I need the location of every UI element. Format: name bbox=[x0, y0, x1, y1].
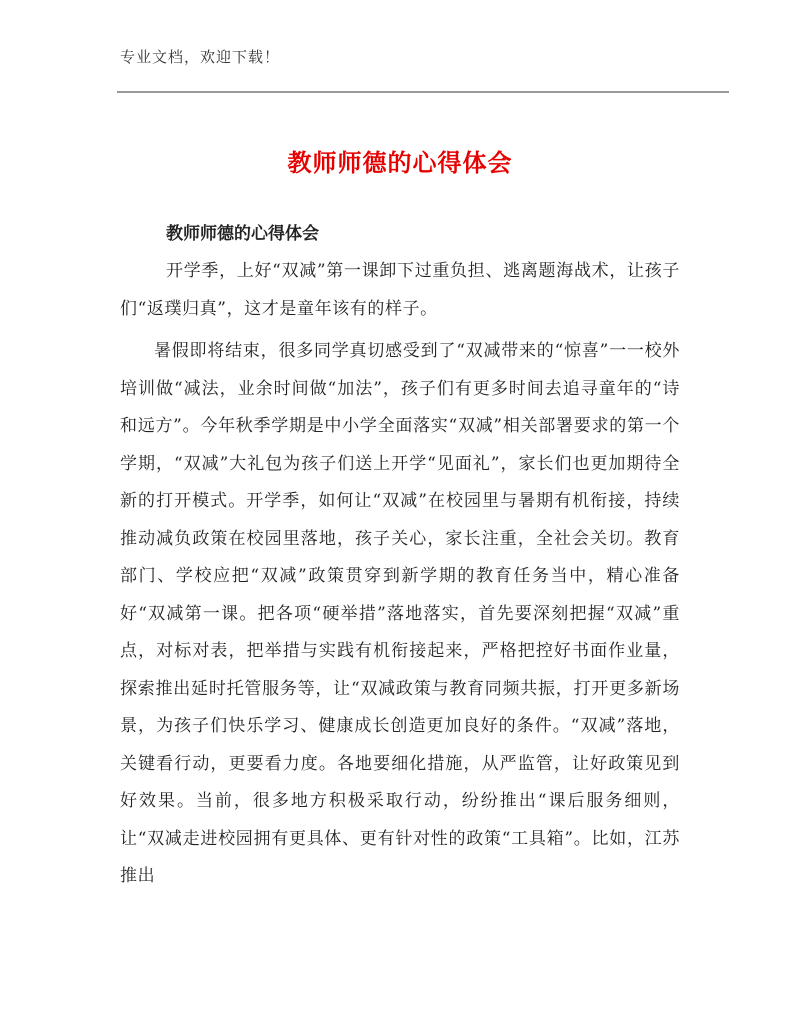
document-title: 教师师德的心得体会 bbox=[287, 149, 513, 177]
paragraph-1: 开学季，上好“双减”第一课卸下过重负担、逃离题海战术，让孩子们“返璞归真”，这才是童年该有的样子。 bbox=[120, 261, 680, 319]
paragraph-2: 暑假即将结束，很多同学真切感受到了“双减带来的“惊喜”一一校外培训做“减法，业余时间做“加法”，孩子们有更多时间去追寻童年的“诗和远方”。今年秋季学期是中小学全面落实“双减”相关部署要求的第一个学期，“双减”大礼包为孩子们送上开学“见面礼”，家长们也更加期待全新的打开模式。开学季，如何让“双减”在校园里与暑期有机衔接，持续推动减负政策在校园里落地，孩子关心，家长注重，全社会关切。教育部门、学校应把“双减”政策贯穿到新学期的教育任务当中，精心准备好“双减第一课。把各项“硬举措”落地落实，首先要深刻把握“双减”重点，对标对表，把举措与实践有机衔接起来，严格把控好书面作业量，探索推出延时托管服务等，让“双减政策与教育同频共振，打开更多新场景，为孩子们快乐学习、健康成长创造更加良好的条件。“双减”落地，关键看行动，更要看力度。各地要细化措施，从严监管，让好政策见到好效果。当前，很多地方积极采取行动，纷纷推出“课后服务细则，让“双减走进校园拥有更具体、更有针对性的政策“工具箱”。比如，江苏推出 bbox=[120, 341, 680, 886]
document-subtitle: 教师师德的心得体会 bbox=[166, 224, 319, 244]
header-divider bbox=[117, 91, 729, 93]
header-text: 专业文档，欢迎下载！ bbox=[120, 48, 281, 66]
